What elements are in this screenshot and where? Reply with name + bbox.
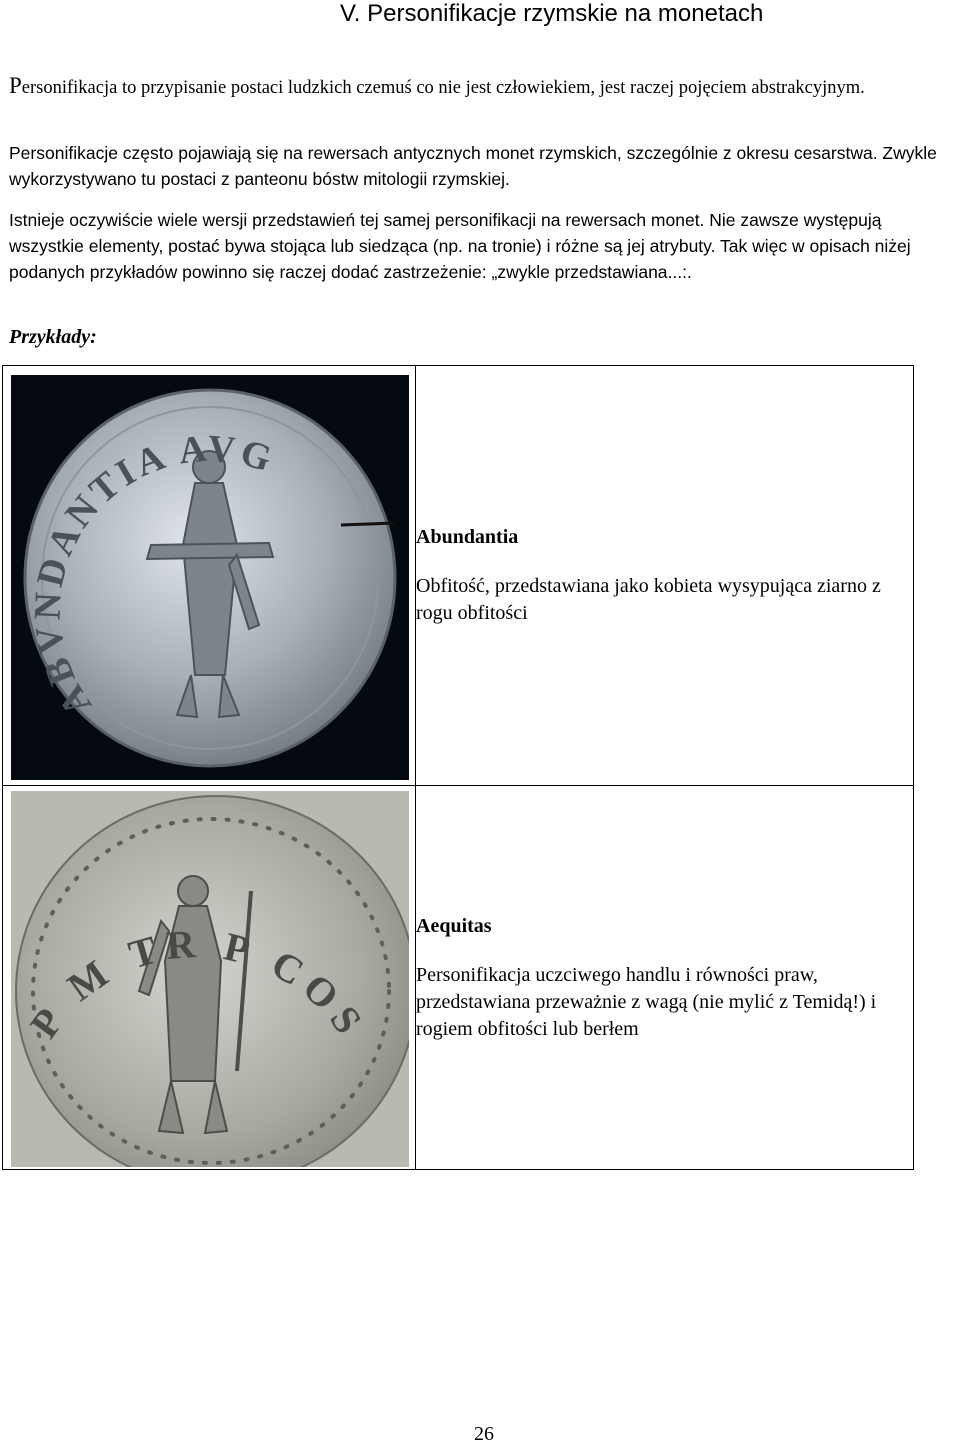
page-number: 26 bbox=[474, 1423, 494, 1445]
coin-text-cell bbox=[416, 786, 914, 1170]
aequitas-coin-image bbox=[11, 791, 409, 1167]
coin-name: Abundantia bbox=[416, 526, 519, 548]
intro-paragraph bbox=[9, 73, 957, 101]
abundantia-coin-legend: ABVNDANTIA AVG bbox=[26, 426, 281, 723]
coin-text-cell bbox=[416, 366, 914, 786]
abundantia-coin-image bbox=[11, 375, 409, 780]
page-title: V. Personifikacje rzymskie na monetach bbox=[340, 0, 764, 27]
coin-table bbox=[2, 365, 914, 1170]
paragraph-3: Istnieje oczywiście wiele wersji przedstawień tej samej personifikacji na rewersach monet. Nie zawsze występują wszystkie elementy, postać bywa stojąca lub siedząca (np. na tronie) i różne są jej atrybuty. Tak więc w opisach niżej podanych przykładów powinno się raczej dodać zastrzeżenie: „zwykle przedstawiana...:. bbox=[9, 210, 911, 282]
intro-text: ersonifikacja to przypisanie postaci ludzkich czemuś co nie jest człowiekiem, jest raczej pojęciem abstrakcyjnym. bbox=[21, 78, 865, 98]
coin-description: Obfitość, przedstawiana jako kobieta wysypująca ziarno z rogu obfitości bbox=[416, 575, 881, 624]
intro-drop-letter: P bbox=[9, 73, 22, 98]
aequitas-coin-legend: P M TR P COS bbox=[21, 920, 376, 1049]
table-row bbox=[3, 366, 914, 786]
table-row bbox=[3, 786, 914, 1170]
coin-image-cell bbox=[3, 366, 416, 786]
paragraph-2: Personifikacje często pojawiają się na rewersach antycznych monet rzymskich, szczególnie z okresu cesarstwa. Zwykle wykorzystywano tu postaci z panteonu bóstw mitologii rzymskiej. bbox=[9, 143, 937, 189]
examples-label: Przykłady: bbox=[9, 326, 97, 348]
abundantia-coin-graphic bbox=[11, 375, 409, 780]
coin-description: Personifikacja uczciwego handlu i równości praw, przedstawiana przeważnie z wagą (nie mylić z Temidą!) i rogiem obfitości lub berłem bbox=[416, 963, 877, 1040]
coin-image-cell bbox=[3, 786, 416, 1170]
aequitas-coin-graphic bbox=[11, 791, 409, 1167]
coin-name: Aequitas bbox=[416, 914, 492, 937]
